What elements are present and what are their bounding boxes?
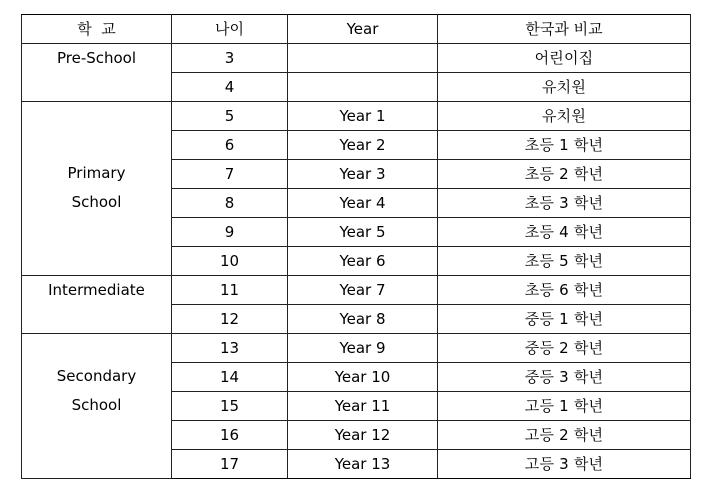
group-label-line: Intermediate xyxy=(48,281,145,299)
age-cell: 5 xyxy=(172,102,288,131)
age-cell: 15 xyxy=(172,392,288,421)
year-cell: Year 11 xyxy=(288,392,438,421)
age-cell: 9 xyxy=(172,218,288,247)
compare-cell: 고등 2 학년 xyxy=(438,421,691,450)
year-cell: Year 8 xyxy=(288,305,438,334)
age-cell: 3 xyxy=(172,44,288,73)
year-cell: Year 10 xyxy=(288,363,438,392)
header-year: Year xyxy=(288,15,438,44)
compare-cell: 고등 3 학년 xyxy=(438,450,691,479)
compare-cell: 중등 2 학년 xyxy=(438,334,691,363)
compare-cell: 초등 1 학년 xyxy=(438,131,691,160)
year-cell: Year 1 xyxy=(288,102,438,131)
group-pre-school xyxy=(22,44,172,102)
school-comparison-table xyxy=(21,14,691,479)
age-cell: 6 xyxy=(172,131,288,160)
compare-cell: 초등 2 학년 xyxy=(438,160,691,189)
age-cell: 12 xyxy=(172,305,288,334)
table-row xyxy=(22,276,691,305)
table-row xyxy=(22,44,691,73)
group-intermediate xyxy=(22,276,172,334)
age-cell: 11 xyxy=(172,276,288,305)
header-age: 나이 xyxy=(172,15,288,44)
table-row xyxy=(22,334,691,363)
year-cell: Year 2 xyxy=(288,131,438,160)
group-label-line: School xyxy=(71,396,122,414)
age-cell: 7 xyxy=(172,160,288,189)
age-cell: 16 xyxy=(172,421,288,450)
year-cell: Year 12 xyxy=(288,421,438,450)
compare-cell: 초등 6 학년 xyxy=(438,276,691,305)
age-cell: 8 xyxy=(172,189,288,218)
compare-cell: 유치원 xyxy=(438,73,691,102)
age-cell: 14 xyxy=(172,363,288,392)
year-cell: Year 6 xyxy=(288,247,438,276)
group-secondary-school xyxy=(22,334,172,479)
year-cell xyxy=(288,44,438,73)
compare-cell: 중등 3 학년 xyxy=(438,363,691,392)
year-cell: Year 4 xyxy=(288,189,438,218)
compare-cell: 초등 5 학년 xyxy=(438,247,691,276)
group-label-line: Primary xyxy=(67,164,126,182)
header-row xyxy=(22,15,691,44)
header-school: 학 교 xyxy=(22,15,172,44)
age-cell: 4 xyxy=(172,73,288,102)
year-cell: Year 5 xyxy=(288,218,438,247)
group-label-line: School xyxy=(71,193,122,211)
compare-cell: 중등 1 학년 xyxy=(438,305,691,334)
compare-cell: 초등 3 학년 xyxy=(438,189,691,218)
compare-cell: 고등 1 학년 xyxy=(438,392,691,421)
compare-cell: 어린이집 xyxy=(438,44,691,73)
age-cell: 17 xyxy=(172,450,288,479)
year-cell: Year 7 xyxy=(288,276,438,305)
year-cell: Year 3 xyxy=(288,160,438,189)
group-primary-school xyxy=(22,102,172,276)
header-compare: 한국과 비교 xyxy=(438,15,691,44)
compare-cell: 유치원 xyxy=(438,102,691,131)
compare-cell: 초등 4 학년 xyxy=(438,218,691,247)
age-cell: 13 xyxy=(172,334,288,363)
table-row xyxy=(22,102,691,131)
year-cell: Year 13 xyxy=(288,450,438,479)
group-label-line: Secondary xyxy=(56,367,137,385)
group-label-line: Pre-School xyxy=(56,49,137,67)
age-cell: 10 xyxy=(172,247,288,276)
year-cell xyxy=(288,73,438,102)
year-cell: Year 9 xyxy=(288,334,438,363)
